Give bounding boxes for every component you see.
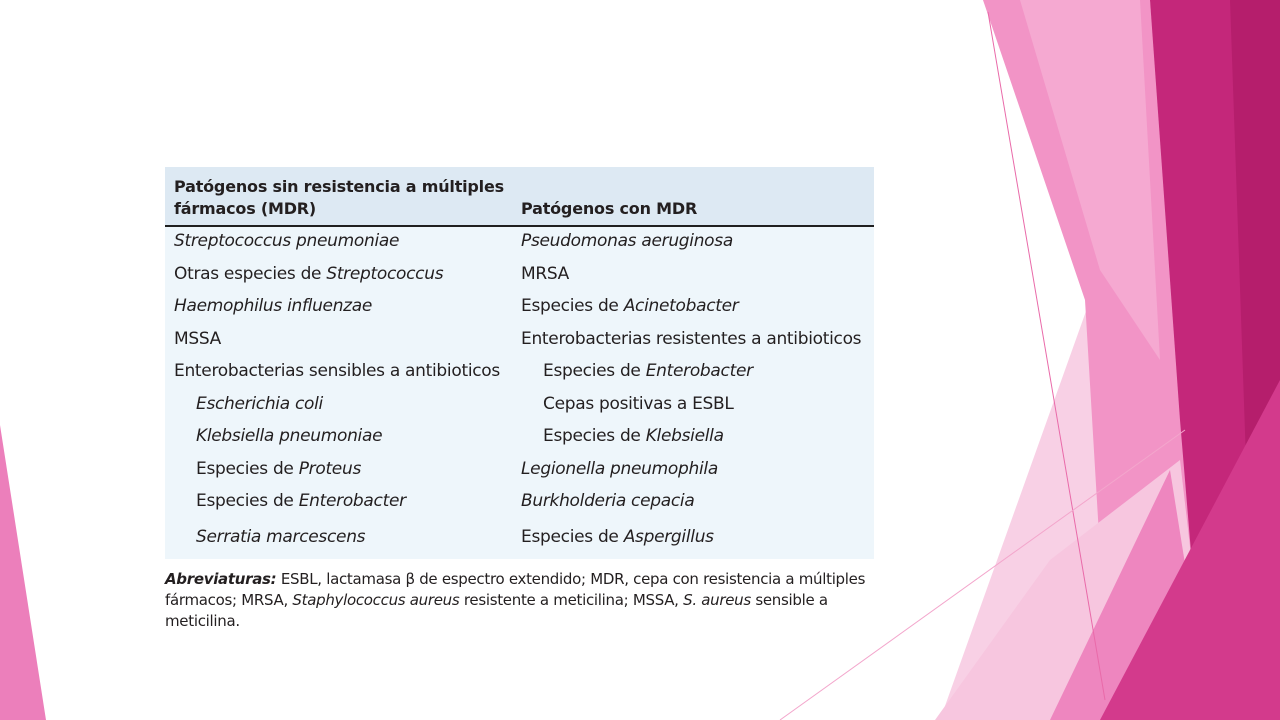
cell-text: MSSA	[174, 329, 221, 349]
left-pink-shape	[0, 425, 46, 720]
cell-no-mdr	[174, 328, 221, 350]
cell-mdr	[521, 295, 738, 317]
header-mdr: Patógenos con MDR	[521, 199, 698, 218]
cell-mdr	[521, 490, 694, 512]
cell-no-mdr	[174, 295, 372, 317]
cell-species: Acinetobacter	[623, 296, 739, 316]
footnote-species-2: S. aureus	[683, 591, 751, 609]
cell-mdr	[521, 526, 714, 548]
cell-text: Especies de	[196, 491, 299, 511]
cell-no-mdr	[196, 458, 361, 480]
cell-species: Klebsiella	[645, 426, 724, 446]
cell-species: Streptococcus pneumoniae	[174, 231, 400, 251]
cell-species: Enterobacter	[298, 491, 406, 511]
cell-text: Especies de	[543, 361, 646, 381]
footnote-label: Abreviaturas:	[165, 570, 277, 588]
cell-species: Streptococcus	[326, 264, 444, 284]
cell-mdr	[521, 230, 733, 252]
cell-mdr	[543, 393, 734, 415]
cell-text: Especies de	[521, 527, 624, 547]
cell-no-mdr	[196, 490, 406, 512]
cell-mdr	[543, 360, 753, 382]
pathogen-table	[165, 167, 874, 559]
abbreviations-footnote	[165, 569, 877, 632]
cell-species: Escherichia coli	[196, 394, 323, 414]
cell-text: Enterobacterias sensibles a antibioticos	[174, 361, 500, 381]
cell-species: Burkholderia cepacia	[521, 491, 695, 511]
cell-mdr	[521, 263, 569, 285]
cell-text: MRSA	[521, 264, 570, 284]
cell-mdr	[543, 425, 724, 447]
footnote-text-3: sensible a meticilina.	[165, 591, 828, 630]
footnote-text-1: ESBL, lactamasa β de espectro extendido; MDR, cepa con resistencia a múltiples fármacos; MRSA,	[165, 570, 866, 609]
cell-species: Klebsiella pneumoniae	[196, 426, 383, 446]
cell-species: Haemophilus influenzae	[174, 296, 373, 316]
cell-no-mdr	[174, 230, 399, 252]
cell-species: Proteus	[298, 459, 362, 479]
cell-no-mdr	[196, 425, 382, 447]
cell-text: Enterobacterias resistentes a antibioticos	[521, 329, 862, 349]
footnote-species-1: Staphylococcus aureus	[292, 591, 460, 609]
footnote-text-2: resistente a meticilina; MSSA,	[459, 591, 684, 609]
cell-text: Especies de	[196, 459, 299, 479]
cell-no-mdr	[196, 393, 323, 415]
cell-text: Cepas positivas a ESBL	[543, 394, 734, 414]
header-no-mdr: Patógenos sin resistencia a múltiples fármacos (MDR)	[174, 177, 504, 218]
cell-text: Otras especies de	[174, 264, 327, 284]
cell-species: Pseudomonas aeruginosa	[521, 231, 733, 251]
cell-mdr	[521, 458, 718, 480]
cell-species: Legionella pneumophila	[521, 459, 718, 479]
cell-text: Especies de	[521, 296, 624, 316]
cell-mdr	[521, 328, 861, 350]
cell-species: Enterobacter	[645, 361, 753, 381]
cell-no-mdr	[174, 360, 500, 382]
table-header	[165, 167, 874, 227]
cell-species: Aspergillus	[623, 527, 714, 547]
cell-text: Especies de	[543, 426, 646, 446]
cell-species: Serratia marcescens	[196, 527, 366, 547]
cell-no-mdr	[174, 263, 443, 285]
cell-no-mdr	[196, 526, 365, 548]
